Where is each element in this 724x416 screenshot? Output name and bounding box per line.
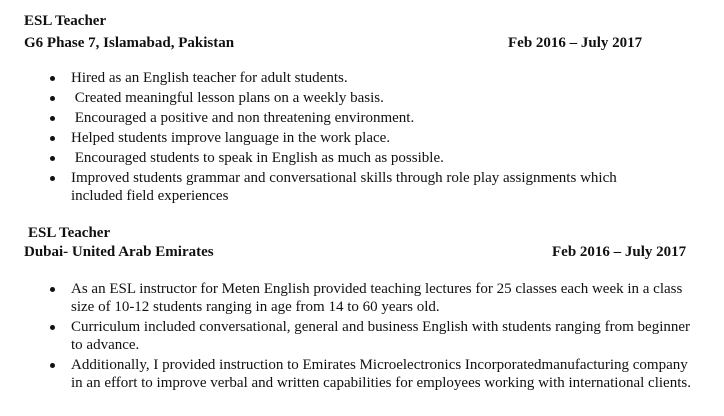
job-duties-list	[46, 280, 706, 394]
duty-text: Encouraged students to speak in English as much as possible.	[71, 150, 444, 166]
bullet-icon	[50, 325, 55, 330]
bullet-icon	[50, 363, 55, 368]
bullet-icon	[50, 96, 55, 101]
list-item	[46, 356, 691, 392]
list-item	[46, 280, 706, 316]
bullet-icon	[50, 287, 55, 292]
bullet-icon	[50, 136, 55, 141]
list-item	[46, 149, 686, 167]
duty-text: Encouraged a positive and non threatening environment.	[71, 110, 415, 126]
job-title: ESL Teacher	[24, 13, 107, 29]
job-location: Dubai- United Arab Emirates	[24, 244, 214, 260]
list-item	[46, 318, 691, 354]
bullet-icon	[50, 176, 55, 181]
list-item	[46, 169, 671, 205]
list-item	[46, 129, 686, 147]
duty-text: Improved students grammar and conversational skills through role play assignments which included field experiences	[71, 170, 617, 204]
list-item	[46, 69, 686, 87]
duty-text: Curriculum included conversational, general and business English with students ranging from beginner to advance.	[71, 319, 691, 353]
bullet-icon	[50, 76, 55, 81]
bullet-icon	[50, 156, 55, 161]
list-item	[46, 89, 686, 107]
duty-text: Hired as an English teacher for adult students.	[71, 70, 348, 86]
duty-text: Created meaningful lesson plans on a weekly basis.	[71, 90, 384, 106]
job-title: ESL Teacher	[28, 225, 111, 241]
job-location: G6 Phase 7, Islamabad, Pakistan	[24, 35, 235, 51]
duty-text: Helped students improve language in the work place.	[71, 130, 391, 146]
duty-text: Additionally, I provided instruction to Emirates Microelectronics Incorporatedmanufacturing company in an effort to improve verbal and written capabilities for employees working with international clients.	[71, 357, 691, 391]
list-item	[46, 109, 686, 127]
job-duties-list	[46, 69, 686, 207]
job-dates: Feb 2016 – July 2017	[508, 35, 643, 51]
job-dates: Feb 2016 – July 2017	[552, 244, 687, 260]
bullet-icon	[50, 116, 55, 121]
duty-text: As an ESL instructor for Meten English provided teaching lectures for 25 classes each week in a class size of 10-12 students ranging in age from 14 to 60 years old.	[71, 281, 683, 315]
